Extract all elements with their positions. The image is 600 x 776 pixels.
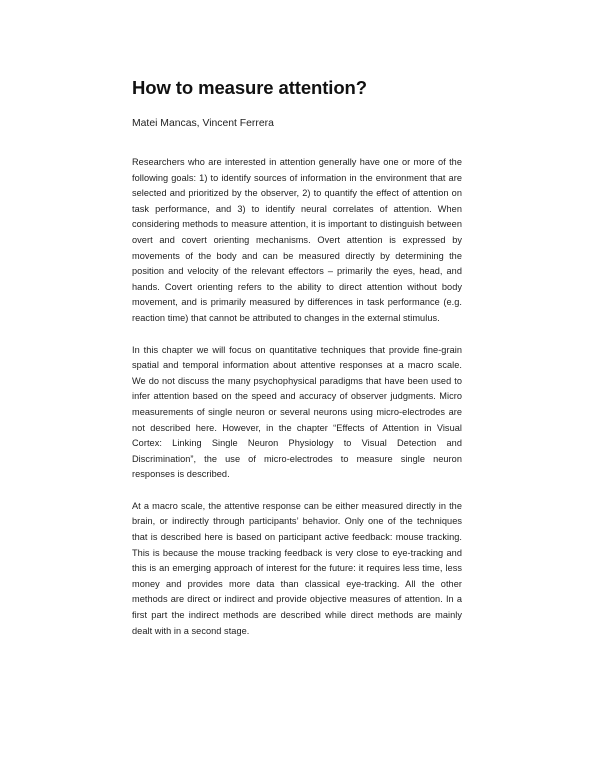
paragraph-1: Researchers who are interested in attention generally have one or more of the following goals: 1) to identify sources of information in the environment that are selected and prioritized by the observer, 2) to quantify the effect of attention on task performance, and 3) to identify neural correlates of attention. When considering methods to measure attention, it is important to distinguish between overt and covert orienting mechanisms. Overt attention is expressed by movements of the body and can be measured directly by determining the position and velocity of the relevant effectors – primarily the eyes, head, and hands. Covert orienting refers to the ability to direct attention without body movement, and is primarily measured by differences in task performance (e.g. reaction time) that cannot be attributed to changes in the external stimulus. — [132, 157, 462, 323]
paper-authors: Matei Mancas, Vincent Ferrera — [132, 118, 274, 129]
paragraph-3: At a macro scale, the attentive response can be either measured directly in the brain, or indirectly through participants’ behavior. Only one of the techniques that is described here is based on participant active feedback: mouse tracking. This is because the mouse tracking feedback is very close to eye-tracking and this is an emerging approach of interest for the future: it requires less time, less money and provides more data than classical eye-tracking. All the other methods are direct or indirect and provide objective measures of attention. In a first part the indirect methods are described while direct methods are mainly dealt with in a second stage. — [132, 500, 462, 636]
body-text — [132, 155, 462, 655]
paper-title: How to measure attention? — [132, 77, 367, 98]
paragraph-2: In this chapter we will focus on quantitative techniques that provide fine-grain spatial and temporal information about attentive responses at a macro scale. We do not discuss the many psychophysical paradigms that have been used to infer attention based on the speed and accuracy of observer judgments. Micro measurements of single neuron or several neurons using micro-electrodes are not described here. However, in the chapter “Effects of Attention in Visual Cortex: Linking Single Neuron Physiology to Visual Detection and Discrimination”, the use of micro-electrodes to measure single neuron responses is described. — [132, 344, 462, 480]
